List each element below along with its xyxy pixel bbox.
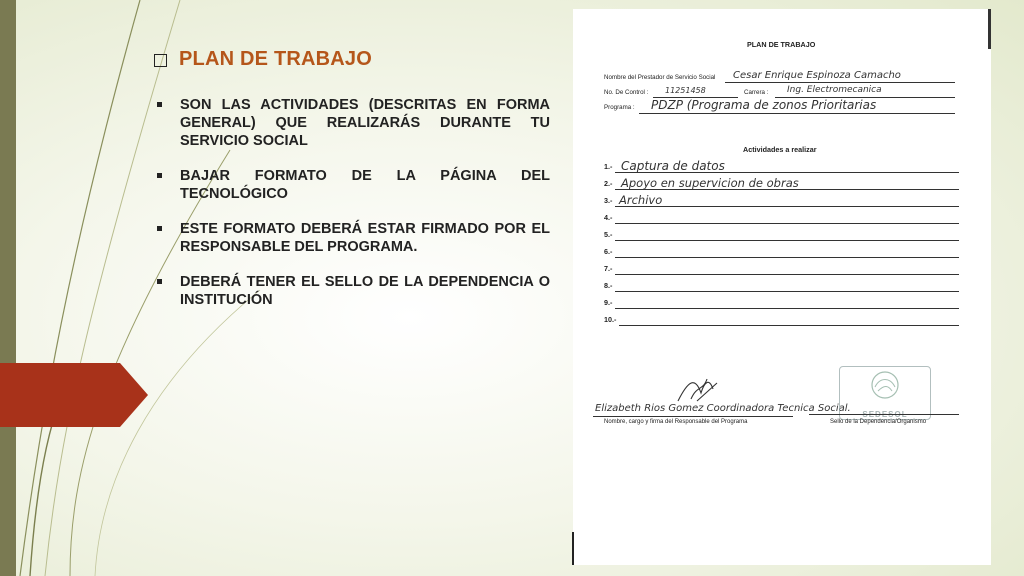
activity-text: Apoyo en supervicion de obras	[621, 176, 799, 190]
document-edge	[572, 532, 574, 565]
bullet-text: DEBERÁ TENER EL SELLO DE LA DEPENDENCIA O INSTITUCIÓN	[180, 274, 550, 308]
activity-text: Captura de datos	[621, 159, 725, 173]
bullet-item	[157, 167, 550, 203]
square-bullet-icon	[157, 226, 162, 231]
activity-number: 2.-	[604, 179, 613, 188]
bullet-item	[157, 220, 550, 256]
slide-title: PLAN DE TRABAJO	[179, 48, 373, 70]
scanned-form-document	[573, 9, 991, 565]
activities-title: Actividades a realizar	[743, 145, 817, 154]
activity-number: 9.-	[604, 298, 613, 307]
sello-label: Sello de la Dependencia/Organismo	[830, 419, 927, 425]
square-bullet-icon	[157, 173, 162, 178]
bullet-text: SON LAS ACTIVIDADES (DESCRITAS EN FORMA GENERAL) QUE REALIZARÁS DURANTE TU SERVICIO SOCIAL	[180, 97, 550, 149]
prestador-label: Nombre del Prestador de Servicio Social	[604, 74, 716, 81]
sedesol-stamp	[839, 366, 931, 420]
slide-title-row	[154, 48, 372, 71]
bullet-text: BAJAR FORMATO DE LA PÁGINA DEL TECNOLÓGICO	[180, 168, 550, 202]
activity-number: 6.-	[604, 247, 613, 256]
arrow-tab-shape	[0, 363, 148, 427]
stamp-emblem-icon	[840, 367, 930, 405]
carrera-label: Carrera :	[744, 89, 769, 96]
activity-number: 8.-	[604, 281, 613, 290]
bullet-list	[157, 96, 550, 326]
responsable-label: Nombre, cargo y firma del Responsable del Programa	[604, 419, 748, 425]
activity-number: 1.-	[604, 162, 613, 171]
programa-label: Programa :	[604, 104, 635, 111]
programa-value: PDZP (Programa de zonos Prioritarias	[651, 98, 877, 112]
square-bullet-icon	[157, 102, 162, 107]
activity-number: 5.-	[604, 230, 613, 239]
checkbox-bullet-icon	[154, 54, 167, 67]
bullet-item	[157, 96, 550, 150]
control-value: 11251458	[665, 86, 706, 95]
activity-number: 10.-	[604, 315, 617, 324]
responsable-handwritten: Elizabeth Rios Gomez Coordinadora Tecnica Social.	[595, 403, 851, 414]
document-edge	[988, 9, 991, 49]
activity-number: 4.-	[604, 213, 613, 222]
activity-number: 7.-	[604, 264, 613, 273]
prestador-value: Cesar Enrique Espinoza Camacho	[733, 70, 901, 81]
control-label: No. De Control :	[604, 89, 649, 96]
bullet-item	[157, 273, 550, 309]
form-title: PLAN DE TRABAJO	[747, 40, 816, 49]
activity-number: 3.-	[604, 196, 613, 205]
bullet-text: ESTE FORMATO DEBERÁ ESTAR FIRMADO POR EL RESPONSABLE DEL PROGRAMA.	[180, 221, 550, 255]
square-bullet-icon	[157, 279, 162, 284]
activity-text: Archivo	[619, 193, 663, 207]
carrera-value: Ing. Electromecanica	[787, 85, 882, 95]
